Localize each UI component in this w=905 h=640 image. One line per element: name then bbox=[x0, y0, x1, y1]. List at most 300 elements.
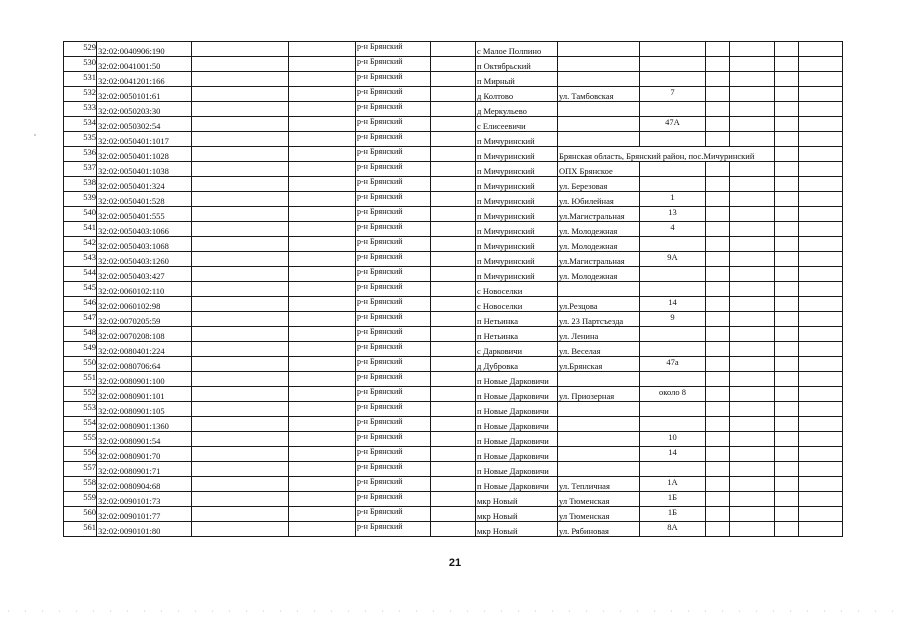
empty-cell bbox=[289, 177, 356, 192]
empty-cell bbox=[431, 102, 476, 117]
cadastral-number-cell: 32:02:0050401:528 bbox=[97, 192, 192, 207]
row-number-cell: 531 bbox=[64, 72, 97, 87]
house-number-cell: 1Б bbox=[640, 492, 706, 507]
empty-cell bbox=[730, 372, 775, 387]
house-number-cell: 1 bbox=[640, 192, 706, 207]
empty-cell bbox=[706, 522, 730, 537]
district-cell: р-н Брянский bbox=[356, 342, 431, 357]
row-number-cell: 530 bbox=[64, 57, 97, 72]
settlement-cell: п Мичуринский bbox=[476, 237, 558, 252]
empty-cell bbox=[730, 42, 775, 57]
empty-cell bbox=[192, 237, 289, 252]
empty-cell bbox=[289, 312, 356, 327]
district-cell: р-н Брянский bbox=[356, 327, 431, 342]
scan-speck bbox=[34, 134, 36, 136]
street-cell bbox=[558, 102, 640, 117]
table-row bbox=[64, 282, 843, 297]
empty-cell bbox=[192, 132, 289, 147]
empty-cell bbox=[775, 297, 799, 312]
row-number-cell: 551 bbox=[64, 372, 97, 387]
district-cell: р-н Брянский bbox=[356, 252, 431, 267]
empty-cell bbox=[730, 177, 775, 192]
settlement-cell: мкр Новый bbox=[476, 507, 558, 522]
street-cell bbox=[558, 432, 640, 447]
empty-cell bbox=[192, 372, 289, 387]
table-row bbox=[64, 192, 843, 207]
house-number-cell bbox=[640, 282, 706, 297]
district-cell: р-н Брянский bbox=[356, 387, 431, 402]
settlement-cell: п Новые Дарковичи bbox=[476, 417, 558, 432]
empty-cell bbox=[289, 507, 356, 522]
street-cell: ул Тюменская bbox=[558, 492, 640, 507]
empty-cell bbox=[289, 492, 356, 507]
house-number-cell: 1А bbox=[640, 477, 706, 492]
district-cell: р-н Брянский bbox=[356, 72, 431, 87]
row-number-cell: 544 bbox=[64, 267, 97, 282]
empty-cell bbox=[289, 252, 356, 267]
cadastral-number-cell: 32:02:0040906:190 bbox=[97, 42, 192, 57]
house-number-cell bbox=[640, 132, 706, 147]
empty-cell bbox=[706, 177, 730, 192]
empty-cell bbox=[730, 507, 775, 522]
row-number-cell: 558 bbox=[64, 477, 97, 492]
empty-cell bbox=[775, 177, 799, 192]
house-number-cell bbox=[640, 237, 706, 252]
settlement-cell: п Мичуринский bbox=[476, 207, 558, 222]
settlement-cell: п Новые Дарковичи bbox=[476, 402, 558, 417]
cadastral-number-cell: 32:02:0080901:101 bbox=[97, 387, 192, 402]
empty-cell bbox=[289, 267, 356, 282]
row-number-cell: 539 bbox=[64, 192, 97, 207]
settlement-cell: мкр Новый bbox=[476, 522, 558, 537]
table-row bbox=[64, 237, 843, 252]
street-cell: ул. Тамбовская bbox=[558, 87, 640, 102]
empty-cell bbox=[799, 342, 843, 357]
empty-cell bbox=[706, 492, 730, 507]
empty-cell bbox=[431, 507, 476, 522]
street-cell: ул. Веселая bbox=[558, 342, 640, 357]
table-row bbox=[64, 42, 843, 57]
street-cell: ул. Приозерная bbox=[558, 387, 640, 402]
street-cell: Брянская область, Брянский район, пос.Мичуринский bbox=[558, 147, 775, 162]
house-number-cell bbox=[640, 162, 706, 177]
empty-cell bbox=[431, 342, 476, 357]
house-number-cell: 47А bbox=[640, 117, 706, 132]
empty-cell bbox=[706, 282, 730, 297]
table-row bbox=[64, 402, 843, 417]
district-cell: р-н Брянский bbox=[356, 492, 431, 507]
empty-cell bbox=[775, 312, 799, 327]
district-cell: р-н Брянский bbox=[356, 42, 431, 57]
empty-cell bbox=[289, 417, 356, 432]
empty-cell bbox=[706, 162, 730, 177]
empty-cell bbox=[799, 447, 843, 462]
empty-cell bbox=[730, 402, 775, 417]
district-cell: р-н Брянский bbox=[356, 132, 431, 147]
empty-cell bbox=[431, 522, 476, 537]
empty-cell bbox=[289, 387, 356, 402]
settlement-cell: п Октябрьский bbox=[476, 57, 558, 72]
row-number-cell: 545 bbox=[64, 282, 97, 297]
row-number-cell: 561 bbox=[64, 522, 97, 537]
settlement-cell: с Елисеевичи bbox=[476, 117, 558, 132]
empty-cell bbox=[775, 342, 799, 357]
district-cell: р-н Брянский bbox=[356, 432, 431, 447]
table-row bbox=[64, 327, 843, 342]
cadastral-number-cell: 32:02:0080401:224 bbox=[97, 342, 192, 357]
empty-cell bbox=[730, 162, 775, 177]
empty-cell bbox=[799, 477, 843, 492]
empty-cell bbox=[192, 462, 289, 477]
cadastral-number-cell: 32:02:0080901:71 bbox=[97, 462, 192, 477]
settlement-cell: п Мичуринский bbox=[476, 192, 558, 207]
empty-cell bbox=[192, 357, 289, 372]
empty-cell bbox=[775, 522, 799, 537]
table-row bbox=[64, 72, 843, 87]
empty-cell bbox=[730, 387, 775, 402]
empty-cell bbox=[192, 42, 289, 57]
cadastral-number-cell: 32:02:0060102:98 bbox=[97, 297, 192, 312]
empty-cell bbox=[799, 192, 843, 207]
empty-cell bbox=[289, 147, 356, 162]
row-number-cell: 560 bbox=[64, 507, 97, 522]
house-number-cell bbox=[640, 267, 706, 282]
settlement-cell: с Новоселки bbox=[476, 282, 558, 297]
empty-cell bbox=[730, 477, 775, 492]
empty-cell bbox=[730, 327, 775, 342]
table-row bbox=[64, 372, 843, 387]
empty-cell bbox=[431, 117, 476, 132]
table-row bbox=[64, 162, 843, 177]
cadastral-number-cell: 32:02:0050403:427 bbox=[97, 267, 192, 282]
empty-cell bbox=[431, 447, 476, 462]
street-cell: ул. Молодежная bbox=[558, 267, 640, 282]
row-number-cell: 536 bbox=[64, 147, 97, 162]
empty-cell bbox=[431, 297, 476, 312]
district-cell: р-н Брянский bbox=[356, 357, 431, 372]
empty-cell bbox=[289, 207, 356, 222]
empty-cell bbox=[730, 297, 775, 312]
empty-cell bbox=[706, 477, 730, 492]
table-row bbox=[64, 357, 843, 372]
empty-cell bbox=[289, 282, 356, 297]
street-cell: ул.Резцова bbox=[558, 297, 640, 312]
district-cell: р-н Брянский bbox=[356, 147, 431, 162]
house-number-cell bbox=[640, 72, 706, 87]
settlement-cell: д Дубровка bbox=[476, 357, 558, 372]
street-cell bbox=[558, 282, 640, 297]
property-registry-table bbox=[63, 41, 843, 537]
empty-cell bbox=[289, 327, 356, 342]
empty-cell bbox=[431, 402, 476, 417]
cadastral-number-cell: 32:02:0050401:1028 bbox=[97, 147, 192, 162]
empty-cell bbox=[775, 402, 799, 417]
cadastral-number-cell: 32:02:0050403:1068 bbox=[97, 237, 192, 252]
row-number-cell: 556 bbox=[64, 447, 97, 462]
empty-cell bbox=[192, 117, 289, 132]
empty-cell bbox=[775, 207, 799, 222]
table-row bbox=[64, 417, 843, 432]
empty-cell bbox=[799, 282, 843, 297]
empty-cell bbox=[431, 387, 476, 402]
empty-cell bbox=[799, 492, 843, 507]
empty-cell bbox=[706, 237, 730, 252]
street-cell: ул.Брянская bbox=[558, 357, 640, 372]
row-number-cell: 534 bbox=[64, 117, 97, 132]
table-row bbox=[64, 177, 843, 192]
house-number-cell: 47а bbox=[640, 357, 706, 372]
street-cell: ул Тюменская bbox=[558, 507, 640, 522]
empty-cell bbox=[775, 192, 799, 207]
empty-cell bbox=[289, 477, 356, 492]
empty-cell bbox=[192, 492, 289, 507]
empty-cell bbox=[730, 132, 775, 147]
street-cell bbox=[558, 402, 640, 417]
empty-cell bbox=[706, 252, 730, 267]
street-cell: ул. Березовая bbox=[558, 177, 640, 192]
empty-cell bbox=[289, 132, 356, 147]
table-row bbox=[64, 462, 843, 477]
empty-cell bbox=[289, 402, 356, 417]
empty-cell bbox=[431, 192, 476, 207]
cadastral-number-cell: 32:02:0050101:61 bbox=[97, 87, 192, 102]
empty-cell bbox=[799, 297, 843, 312]
settlement-cell: мкр Новый bbox=[476, 492, 558, 507]
empty-cell bbox=[706, 402, 730, 417]
row-number-cell: 541 bbox=[64, 222, 97, 237]
empty-cell bbox=[431, 132, 476, 147]
empty-cell bbox=[192, 417, 289, 432]
empty-cell bbox=[775, 237, 799, 252]
empty-cell bbox=[799, 147, 843, 162]
empty-cell bbox=[706, 87, 730, 102]
empty-cell bbox=[192, 312, 289, 327]
table-row bbox=[64, 57, 843, 72]
house-number-cell bbox=[640, 102, 706, 117]
street-cell bbox=[558, 372, 640, 387]
street-cell bbox=[558, 462, 640, 477]
table-body bbox=[64, 42, 843, 537]
cadastral-number-cell: 32:02:0090101:73 bbox=[97, 492, 192, 507]
settlement-cell: п Мичуринский bbox=[476, 177, 558, 192]
row-number-cell: 555 bbox=[64, 432, 97, 447]
empty-cell bbox=[289, 462, 356, 477]
empty-cell bbox=[192, 87, 289, 102]
empty-cell bbox=[706, 222, 730, 237]
table-row bbox=[64, 147, 843, 162]
empty-cell bbox=[289, 522, 356, 537]
empty-cell bbox=[192, 57, 289, 72]
house-number-cell: 7 bbox=[640, 87, 706, 102]
empty-cell bbox=[799, 57, 843, 72]
house-number-cell bbox=[640, 177, 706, 192]
settlement-cell: с Малое Полпино bbox=[476, 42, 558, 57]
empty-cell bbox=[431, 252, 476, 267]
cadastral-number-cell: 32:02:0050403:1066 bbox=[97, 222, 192, 237]
empty-cell bbox=[706, 432, 730, 447]
row-number-cell: 543 bbox=[64, 252, 97, 267]
empty-cell bbox=[431, 237, 476, 252]
district-cell: р-н Брянский bbox=[356, 222, 431, 237]
table-row bbox=[64, 267, 843, 282]
table-row bbox=[64, 132, 843, 147]
empty-cell bbox=[706, 72, 730, 87]
district-cell: р-н Брянский bbox=[356, 282, 431, 297]
table-row bbox=[64, 117, 843, 132]
empty-cell bbox=[730, 432, 775, 447]
empty-cell bbox=[289, 87, 356, 102]
empty-cell bbox=[431, 162, 476, 177]
district-cell: р-н Брянский bbox=[356, 522, 431, 537]
empty-cell bbox=[706, 207, 730, 222]
empty-cell bbox=[706, 102, 730, 117]
empty-cell bbox=[289, 102, 356, 117]
empty-cell bbox=[730, 417, 775, 432]
empty-cell bbox=[775, 132, 799, 147]
empty-cell bbox=[799, 237, 843, 252]
district-cell: р-н Брянский bbox=[356, 267, 431, 282]
district-cell: р-н Брянский bbox=[356, 312, 431, 327]
empty-cell bbox=[431, 312, 476, 327]
row-number-cell: 553 bbox=[64, 402, 97, 417]
empty-cell bbox=[706, 342, 730, 357]
empty-cell bbox=[775, 87, 799, 102]
empty-cell bbox=[289, 432, 356, 447]
row-number-cell: 533 bbox=[64, 102, 97, 117]
empty-cell bbox=[799, 162, 843, 177]
table-row bbox=[64, 447, 843, 462]
house-number-cell: 4 bbox=[640, 222, 706, 237]
street-cell bbox=[558, 447, 640, 462]
empty-cell bbox=[730, 207, 775, 222]
empty-cell bbox=[730, 312, 775, 327]
empty-cell bbox=[775, 57, 799, 72]
empty-cell bbox=[431, 357, 476, 372]
table-row bbox=[64, 252, 843, 267]
empty-cell bbox=[799, 102, 843, 117]
empty-cell bbox=[799, 207, 843, 222]
table-row bbox=[64, 492, 843, 507]
district-cell: р-н Брянский bbox=[356, 507, 431, 522]
district-cell: р-н Брянский bbox=[356, 297, 431, 312]
empty-cell bbox=[775, 432, 799, 447]
empty-cell bbox=[799, 432, 843, 447]
table-row bbox=[64, 222, 843, 237]
settlement-cell: п Нетьинка bbox=[476, 327, 558, 342]
empty-cell bbox=[706, 132, 730, 147]
house-number-cell bbox=[640, 327, 706, 342]
cadastral-number-cell: 32:02:0050302:54 bbox=[97, 117, 192, 132]
empty-cell bbox=[192, 327, 289, 342]
table-row bbox=[64, 522, 843, 537]
district-cell: р-н Брянский bbox=[356, 87, 431, 102]
empty-cell bbox=[775, 492, 799, 507]
page-number: 21 bbox=[448, 557, 462, 569]
empty-cell bbox=[192, 207, 289, 222]
table-row bbox=[64, 342, 843, 357]
empty-cell bbox=[706, 312, 730, 327]
empty-cell bbox=[799, 372, 843, 387]
district-cell: р-н Брянский bbox=[356, 462, 431, 477]
house-number-cell: 9А bbox=[640, 252, 706, 267]
street-cell: ул. Молодежная bbox=[558, 222, 640, 237]
district-cell: р-н Брянский bbox=[356, 447, 431, 462]
house-number-cell: 1Б bbox=[640, 507, 706, 522]
settlement-cell: п Новые Дарковичи bbox=[476, 462, 558, 477]
settlement-cell: п Мичуринский bbox=[476, 132, 558, 147]
cadastral-number-cell: 32:02:0080904:68 bbox=[97, 477, 192, 492]
empty-cell bbox=[289, 237, 356, 252]
table-row bbox=[64, 507, 843, 522]
empty-cell bbox=[799, 72, 843, 87]
table-row bbox=[64, 102, 843, 117]
empty-cell bbox=[799, 252, 843, 267]
empty-cell bbox=[431, 492, 476, 507]
empty-cell bbox=[192, 192, 289, 207]
empty-cell bbox=[706, 42, 730, 57]
empty-cell bbox=[289, 42, 356, 57]
settlement-cell: с Дарковичи bbox=[476, 342, 558, 357]
empty-cell bbox=[192, 297, 289, 312]
settlement-cell: с Новоселки bbox=[476, 297, 558, 312]
empty-cell bbox=[730, 102, 775, 117]
table-row bbox=[64, 387, 843, 402]
empty-cell bbox=[706, 117, 730, 132]
cadastral-number-cell: 32:02:0070208:108 bbox=[97, 327, 192, 342]
empty-cell bbox=[431, 87, 476, 102]
row-number-cell: 547 bbox=[64, 312, 97, 327]
empty-cell bbox=[775, 102, 799, 117]
table-row bbox=[64, 312, 843, 327]
empty-cell bbox=[431, 177, 476, 192]
district-cell: р-н Брянский bbox=[356, 417, 431, 432]
house-number-cell: 14 bbox=[640, 447, 706, 462]
empty-cell bbox=[799, 312, 843, 327]
cadastral-number-cell: 32:02:0050403:1260 bbox=[97, 252, 192, 267]
settlement-cell: п Новые Дарковичи bbox=[476, 477, 558, 492]
cadastral-number-cell: 32:02:0041001:50 bbox=[97, 57, 192, 72]
empty-cell bbox=[775, 252, 799, 267]
empty-cell bbox=[775, 507, 799, 522]
house-number-cell bbox=[640, 42, 706, 57]
empty-cell bbox=[730, 117, 775, 132]
cadastral-number-cell: 32:02:0080901:1360 bbox=[97, 417, 192, 432]
empty-cell bbox=[192, 402, 289, 417]
house-number-cell bbox=[640, 342, 706, 357]
empty-cell bbox=[730, 267, 775, 282]
empty-cell bbox=[192, 147, 289, 162]
empty-cell bbox=[289, 192, 356, 207]
district-cell: р-н Брянский bbox=[356, 477, 431, 492]
empty-cell bbox=[431, 147, 476, 162]
empty-cell bbox=[775, 462, 799, 477]
empty-cell bbox=[730, 237, 775, 252]
street-cell bbox=[558, 417, 640, 432]
empty-cell bbox=[775, 417, 799, 432]
house-number-cell: 9 bbox=[640, 312, 706, 327]
empty-cell bbox=[775, 72, 799, 87]
empty-cell bbox=[730, 342, 775, 357]
empty-cell bbox=[799, 222, 843, 237]
cadastral-number-cell: 32:02:0041201:166 bbox=[97, 72, 192, 87]
empty-cell bbox=[775, 162, 799, 177]
empty-cell bbox=[431, 207, 476, 222]
cadastral-number-cell: 32:02:0090101:77 bbox=[97, 507, 192, 522]
street-cell: ул. Рябиновая bbox=[558, 522, 640, 537]
empty-cell bbox=[730, 492, 775, 507]
settlement-cell: п Новые Дарковичи bbox=[476, 447, 558, 462]
street-cell: ул. Молодежная bbox=[558, 237, 640, 252]
